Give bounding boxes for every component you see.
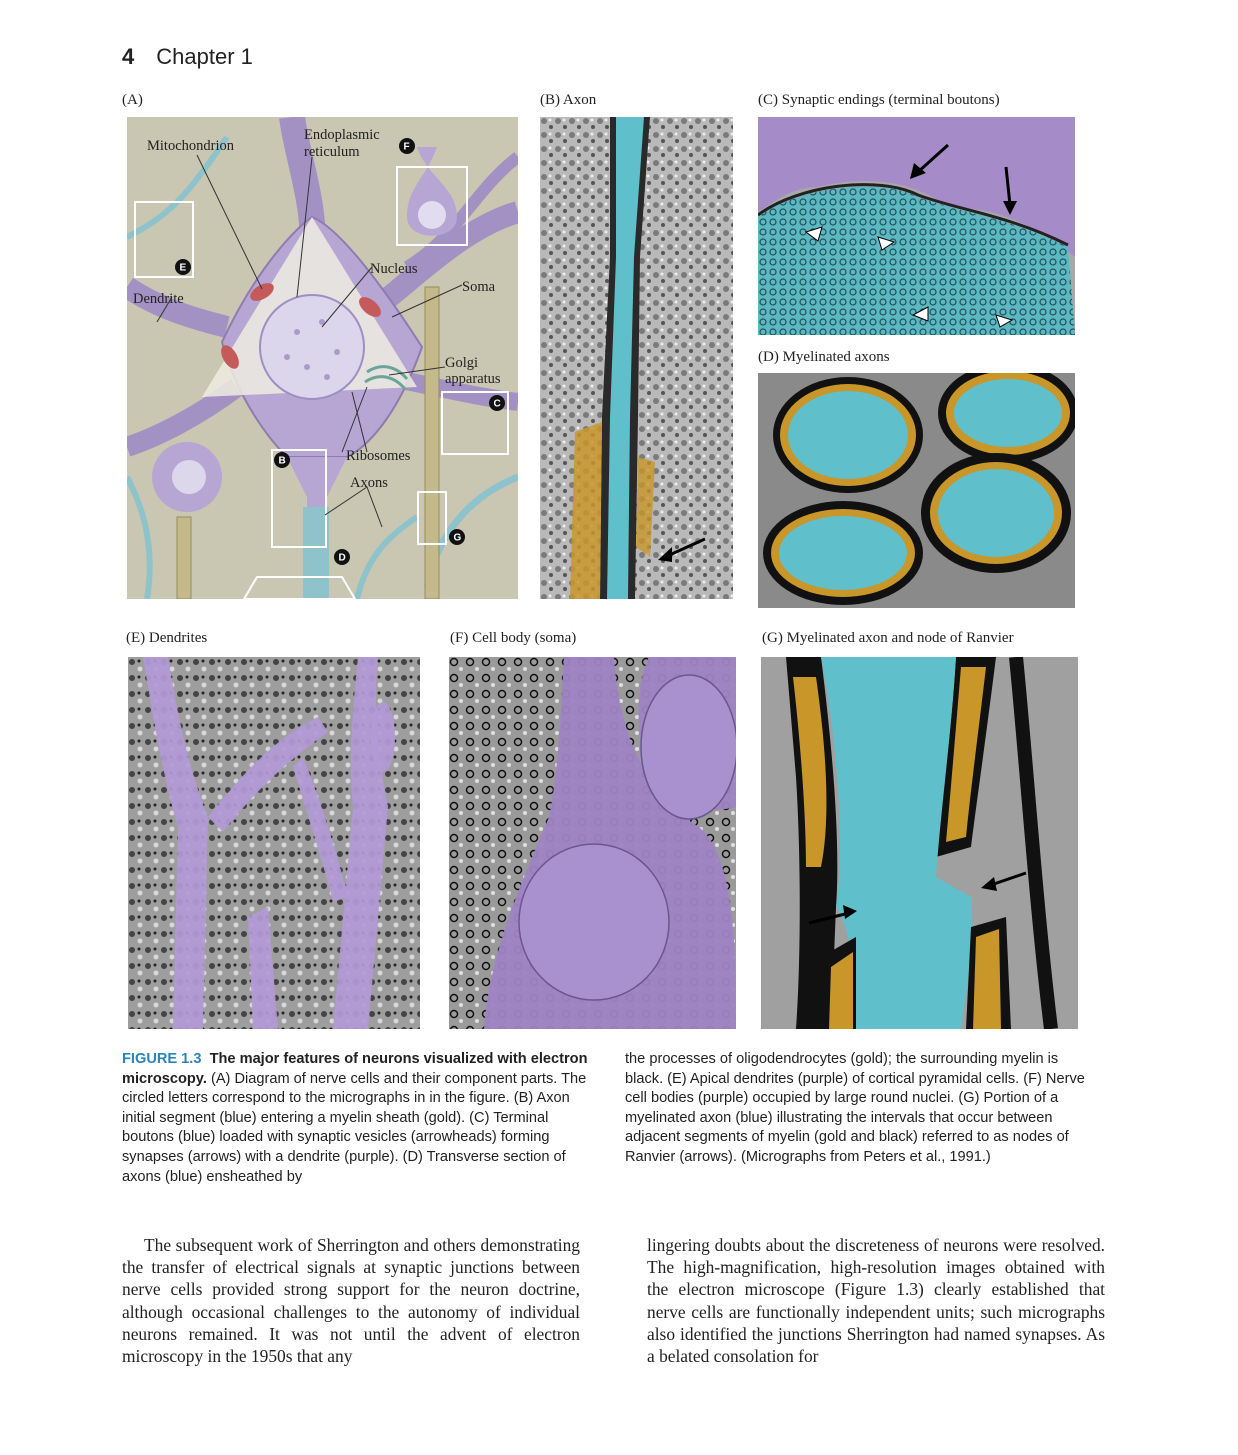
running-head xyxy=(122,44,253,70)
label-golgi-line2: apparatus xyxy=(445,371,501,387)
body-text-col1: The subsequent work of Sherrington and others demonstrating the transfer of electrical signals at synaptic junctions between nerve cells provided strong support for the neuron doctrine, although occasional challenges to the autonomy of individual neurons remained. It was not until the advent of electron microscopy in the 1950s that any xyxy=(122,1235,580,1367)
label-soma: Soma xyxy=(462,279,496,295)
circle-d-text: D xyxy=(338,552,346,564)
panel-c-label: (C) Synaptic endings (terminal boutons) xyxy=(758,92,1000,108)
panel-a-label: (A) xyxy=(122,92,143,108)
label-golgi-line1: Golgi xyxy=(445,355,479,371)
circle-e-text: E xyxy=(179,262,187,274)
panel-g-label: (G) Myelinated axon and node of Ranvier xyxy=(762,630,1014,646)
circle-g-text: G xyxy=(453,532,462,544)
neuron-diagram xyxy=(127,117,518,599)
circle-c-text: C xyxy=(493,398,501,410)
label-ribosomes: Ribosomes xyxy=(346,448,411,464)
circle-f-text: F xyxy=(403,141,410,153)
label-axons: Axons xyxy=(350,475,388,491)
label-mitochondrion: Mitochondrion xyxy=(147,138,234,154)
node-of-ranvier-micrograph xyxy=(761,657,1078,1029)
label-er-line1: Endoplasmic xyxy=(304,127,380,143)
figure-number: FIGURE 1.3 xyxy=(122,1051,202,1067)
label-dendrite: Dendrite xyxy=(133,291,184,307)
caption-text-col2: the processes of oligodendrocytes (gold); the surrounding myelin is black. (E) Apical dendrites (purple) of cortical pyramidal cells. (F) Nerve cell bodies (purple) occupied by large round nuclei. (G) Portion of a myelinated axon (blue) illustrating the intervals that occur between adjacent segments of myelin (gold and black) referred to as nodes of Ranvier (arrows). (Micrographs from Peters et al., 1991.) xyxy=(625,1051,1085,1165)
caption-text-col1: (A) Diagram of nerve cells and their component parts. The circled letters correspond to the micrographs in in the figure. (B) Axon initial segment (blue) entering a myelin sheath (gold). (C) Terminal boutons (blue) loaded with synaptic vesicles (arrowheads) forming synapses (arrows) with a dendrite (purple). (D) Transverse section of axons (blue) ensheathed by xyxy=(122,1070,587,1185)
label-nucleus: Nucleus xyxy=(370,261,418,277)
panel-b-label: (B) Axon xyxy=(540,92,597,108)
dendrites-micrograph xyxy=(128,657,420,1029)
circle-b-text: B xyxy=(278,455,286,467)
body-text-col2: lingering doubts about the discreteness of neurons were resolved. The high-magnification, high-resolution images obtained with the electron microscope (Figure 1.3) clearly established that nerve cells are functionally independent units; such micrographs also identified the junctions Sherrington had named synapses. As a belated consolation for xyxy=(647,1235,1105,1367)
synaptic-endings-micrograph xyxy=(758,117,1075,335)
panel-d-label: (D) Myelinated axons xyxy=(758,349,890,365)
chapter-title: Chapter 1 xyxy=(156,44,253,69)
panel-f-label: (F) Cell body (soma) xyxy=(450,630,577,646)
page-number: 4 xyxy=(122,44,135,69)
label-er-line2: reticulum xyxy=(304,144,360,160)
myelinated-axons-micrograph xyxy=(758,373,1075,608)
figure-caption-col2 xyxy=(625,1050,1097,1168)
axon-micrograph xyxy=(540,117,733,599)
panel-e-label: (E) Dendrites xyxy=(126,630,208,646)
cell-body-micrograph xyxy=(449,657,736,1029)
figure-title: The major features of neurons visualized with electron microscopy. xyxy=(122,1051,588,1087)
figure-caption-col1 xyxy=(122,1050,592,1187)
